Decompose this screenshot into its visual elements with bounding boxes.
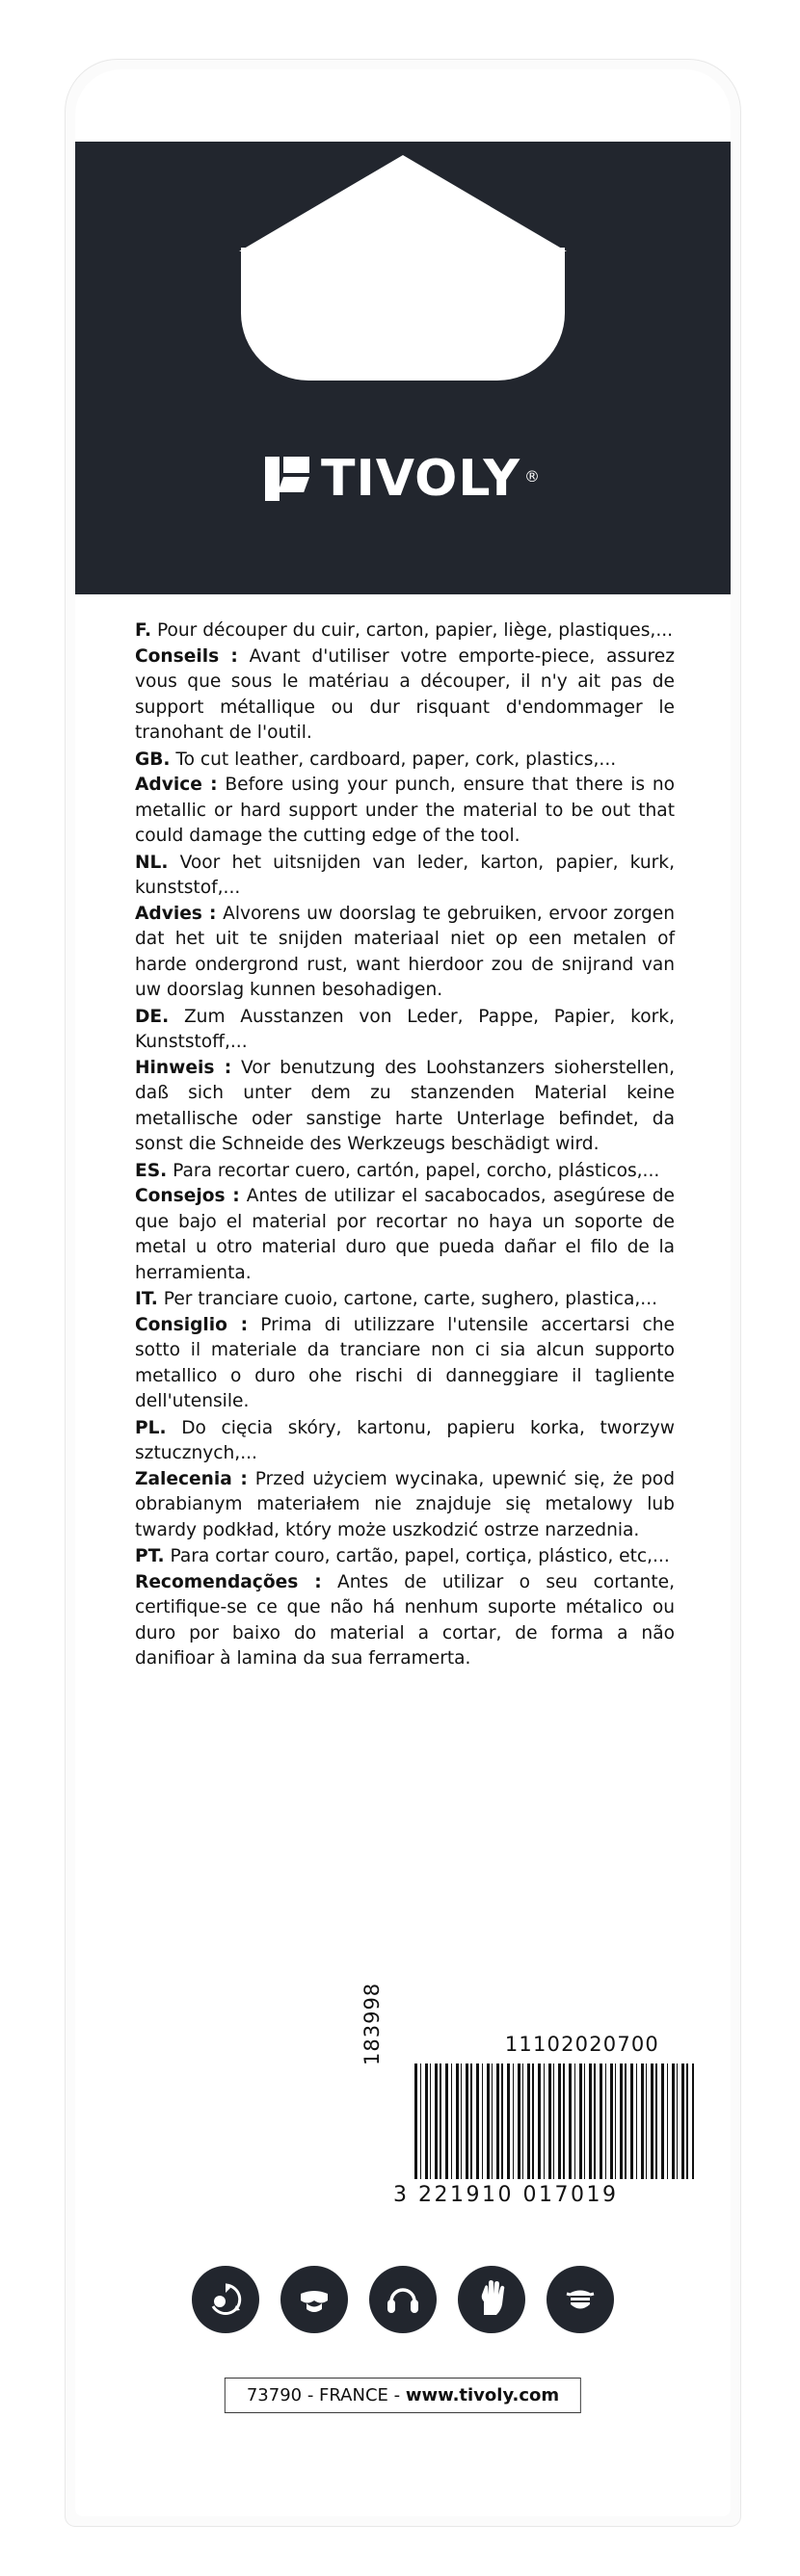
footer-address: [225, 2378, 581, 2413]
advice-pt: Antes de utilizar o seu cortante, certifique-se ce que não há nenhum suporte métalico ou duro por baixo do material a cortar, de forma a não danifioar à lamina da sua ferramerta.: [135, 1571, 675, 1669]
intro-pt: Para cortar couro, cartão, papel, cortiça, plástico, etc,...: [170, 1546, 670, 1566]
advice-label-es: Consejos :: [135, 1186, 240, 1206]
brand-header: [75, 142, 731, 594]
instruction-block-nl: [135, 851, 675, 1004]
advice-de: Vor benutzung des Loohstanzers sioherstellen, daß sich unter dem zu stanzenden Material keine metallische oder sanstige harte Unterlage befindet, da sonst die Schneide des Werkzeugs beschädigt wird.: [135, 1057, 675, 1154]
footer-postal: 73790 - FRANCE -: [246, 2385, 406, 2405]
brand-name: TIVOLY: [320, 450, 521, 508]
advice-label-gb: Advice :: [135, 775, 218, 795]
intro-fr: Pour découper du cuir, carton, papier, liège, plastiques,...: [156, 620, 674, 641]
advice-pl: Przed użyciem wycinaka, upewnić się, że pod obrabianym materiałem nie znajduje się metalowy lub twardy podkład, który może uszkodzić ostrze narzednia.: [135, 1468, 675, 1540]
brand-logo: [75, 450, 731, 508]
hand-protection-icon: [458, 2266, 525, 2333]
advice-gb: Before using your punch, ensure that there is no metallic or hard support under the material to be out that could damage the cutting edge of the tool.: [135, 775, 675, 846]
lang-code-pt: PT.: [135, 1546, 165, 1566]
lang-code-es: ES.: [135, 1160, 168, 1181]
advice-label-nl: Advies :: [135, 903, 217, 924]
advice-label-it: Consiglio :: [135, 1314, 249, 1335]
intro-pl: Do cięcia skóry, kartonu, papieru korka, tworzyw sztucznych,...: [135, 1417, 675, 1463]
dust-mask-icon: [547, 2266, 614, 2333]
intro-de: Zum Ausstanzen von Leder, Pappe, Papier, kork, Kunststoff,...: [135, 1006, 675, 1052]
advice-it: Prima di utilizzare l'utensile accertarsi che sotto il materiale da tranciare non ci sia alcun supporto metallico o duro ohe rischi di danneggiare il tagliente dell'utensile.: [135, 1314, 675, 1411]
article-number: 11102020700: [504, 2033, 659, 2056]
lang-code-pl: PL.: [135, 1417, 167, 1438]
instruction-block-de: [135, 1005, 675, 1158]
intro-es: Para recortar cuero, cartón, papel, corcho, plásticos,...: [173, 1160, 660, 1181]
instructions-text: [135, 618, 675, 1672]
tivoly-mark-icon: [265, 457, 309, 501]
advice-label-pt: Recomendações :: [135, 1571, 322, 1592]
intro-gb: To cut leather, cardboard, paper, cork, plastics,...: [175, 749, 617, 770]
intro-it: Per tranciare cuoio, cartone, carte, sughero, plastica,...: [163, 1289, 658, 1309]
intro-nl: Voor het uitsnijden van leder, karton, papier, kurk, kunststof,...: [135, 852, 675, 898]
lang-code-it: IT.: [135, 1289, 158, 1309]
tag-inner-card: [75, 69, 731, 2516]
hearing-protection-icon: [369, 2266, 437, 2333]
instruction-block-pt: [135, 1544, 675, 1672]
barcode-digits: 3 221910 017019: [393, 2183, 619, 2207]
footer-website[interactable]: www.tivoly.com: [405, 2385, 560, 2405]
hang-hole: [241, 248, 565, 381]
side-reference-number: 183998: [360, 1982, 384, 2065]
advice-nl: Alvorens uw doorslag te gebruiken, ervoor zorgen dat het uit te snijden materiaal niet op een metalen of harde ondergrond rust, want hierdoor zou de snijrand van uw doorslag kunnen besohadigen.: [135, 903, 675, 1000]
advice-label-de: Hinweis :: [135, 1057, 232, 1078]
instruction-block-pl: [135, 1416, 675, 1544]
product-hang-tag: [66, 60, 740, 2526]
advice-es: Antes de utilizar el sacabocados, asegúrese de que bajo el material por recortar no haya un soporte de metal u otro material duro que pueda dañar el filo de la herramienta.: [135, 1186, 675, 1283]
code-area: [75, 1982, 731, 2235]
lang-code-de: DE.: [135, 1006, 170, 1027]
barcode-icon: [414, 2063, 694, 2179]
advice-label-pl: Zalecenia :: [135, 1468, 248, 1489]
instruction-block-es: [135, 1159, 675, 1287]
registered-mark: ®: [524, 467, 542, 486]
lang-code-nl: NL.: [135, 852, 169, 873]
recycling-icon: [192, 2266, 259, 2333]
instruction-block-gb: [135, 748, 675, 850]
instruction-block-it: [135, 1287, 675, 1415]
eye-protection-icon: [280, 2266, 348, 2333]
lang-code-gb: GB.: [135, 749, 171, 770]
lang-code-fr: F.: [135, 620, 152, 641]
pictogram-row: [75, 2266, 731, 2333]
advice-fr: Avant d'utiliser votre emporte-piece, assurez vous que sous le matériau a découper, il n'y ait pas de support métallique ou dur risquant d'endommager le tranohant de l'outil.: [135, 645, 675, 743]
instruction-block-fr: [135, 618, 675, 747]
advice-label-fr: Conseils :: [135, 645, 238, 667]
